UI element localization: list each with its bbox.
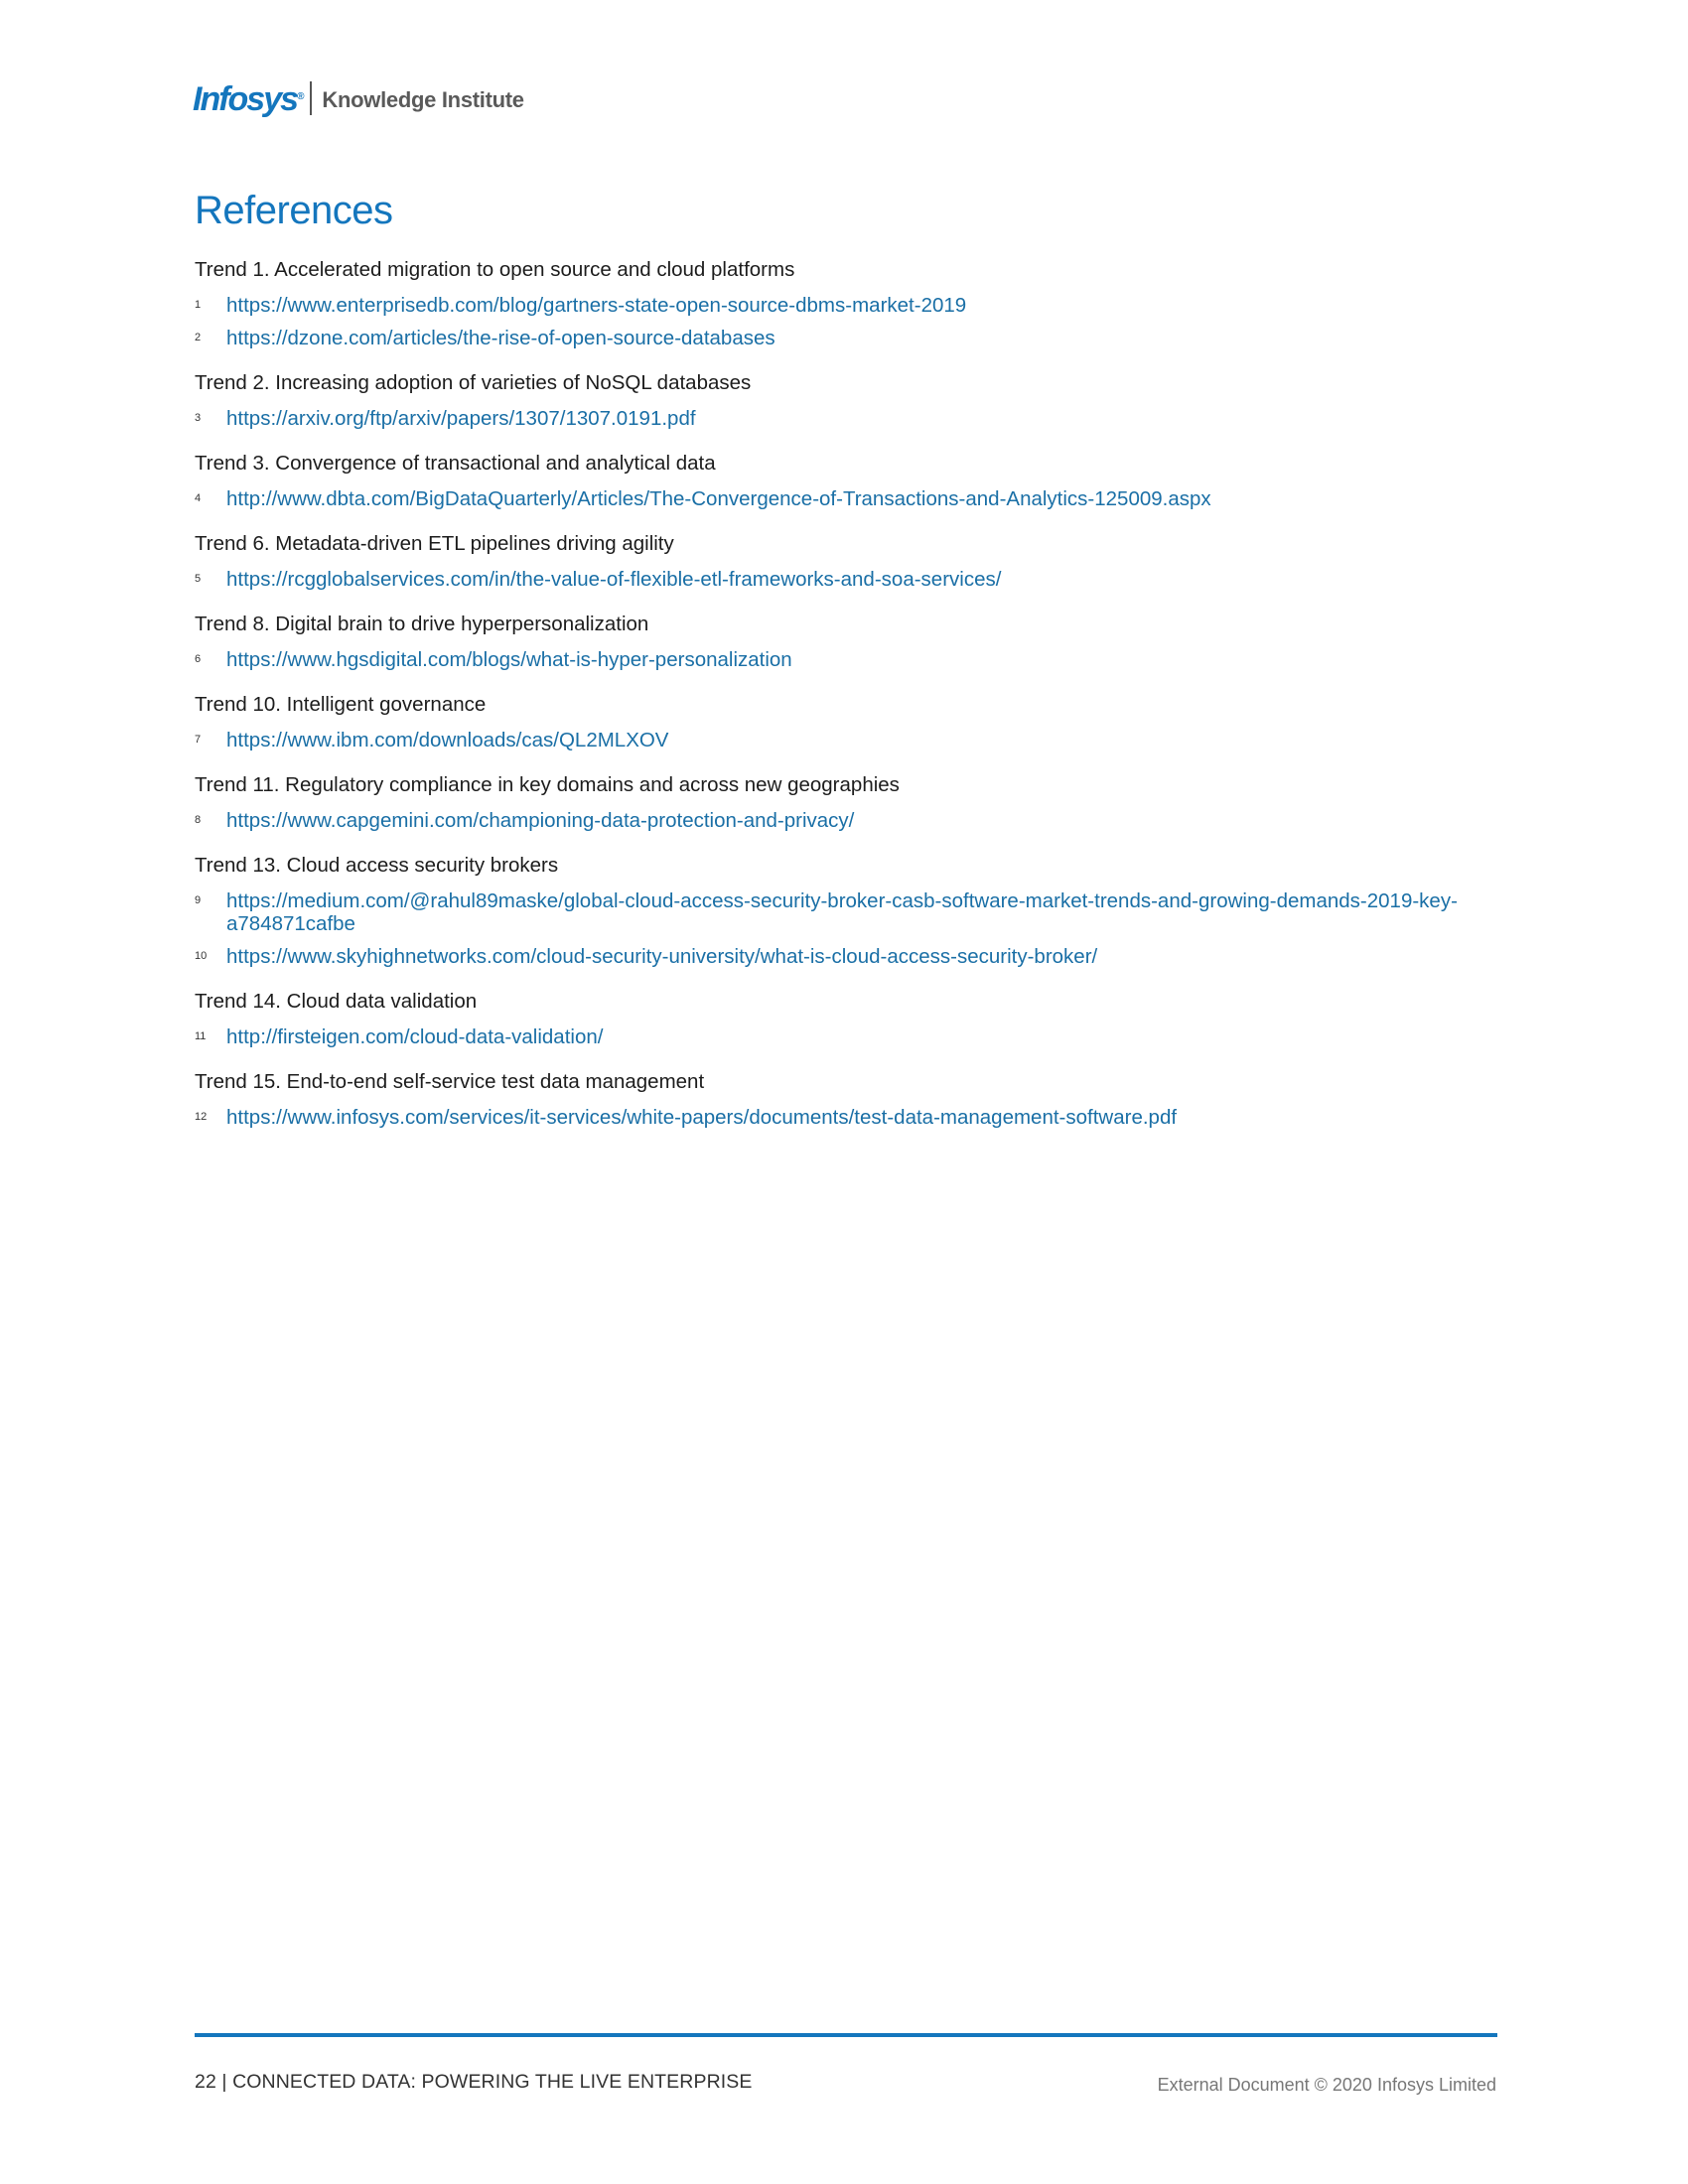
reference-item [195, 1106, 1495, 1129]
reference-section [195, 611, 1495, 671]
registered-mark: ® [297, 91, 303, 102]
reference-item [195, 568, 1495, 591]
knowledge-institute-label: Knowledge Institute [322, 87, 524, 112]
trend-heading: Trend 11. Regulatory compliance in key domains and across new geographies [195, 773, 900, 796]
reference-item [195, 1025, 1495, 1048]
reference-number: 1 [195, 299, 202, 311]
reference-number: 2 [195, 332, 202, 343]
reference-section [195, 852, 1495, 968]
reference-number: 4 [195, 492, 202, 504]
footer-divider [195, 2033, 1497, 2037]
reference-section [195, 530, 1495, 591]
reference-item [195, 729, 1495, 751]
reference-number: 8 [195, 814, 202, 826]
trend-heading: Trend 14. Cloud data validation [195, 990, 478, 1013]
trend-heading: Trend 13. Cloud access security brokers [195, 854, 559, 877]
reference-section [195, 450, 1495, 510]
reference-link[interactable]: https://rcgglobalservices.com/in/the-value-of-flexible-etl-frameworks-and-soa-services/ [226, 568, 1002, 591]
reference-link[interactable]: https://www.skyhighnetworks.com/cloud-security-university/what-is-cloud-access-security-broker/ [226, 945, 1098, 968]
trend-heading: Trend 1. Accelerated migration to open source and cloud platforms [195, 258, 795, 281]
reference-number: 6 [195, 653, 202, 665]
reference-section [195, 1068, 1495, 1129]
trend-heading: Trend 3. Convergence of transactional and analytical data [195, 452, 716, 475]
reference-section [195, 691, 1495, 751]
reference-link[interactable]: https://www.enterprisedb.com/blog/gartners-state-open-source-dbms-market-2019 [226, 294, 967, 317]
trend-heading: Trend 8. Digital brain to drive hyperpersonalization [195, 613, 649, 635]
reference-section [195, 256, 1495, 349]
logo-divider [310, 81, 312, 115]
reference-link[interactable]: https://medium.com/@rahul89maske/global-cloud-access-security-broker-casb-software-market-trends-and-growing-demands-2019-key-a784871cafbe [226, 889, 1458, 935]
reference-item [195, 889, 1495, 935]
reference-item [195, 487, 1495, 510]
reference-link[interactable]: https://arxiv.org/ftp/arxiv/papers/1307/1307.0191.pdf [226, 407, 696, 430]
reference-link[interactable]: https://dzone.com/articles/the-rise-of-open-source-databases [226, 327, 775, 349]
reference-item [195, 945, 1495, 968]
reference-number: 7 [195, 734, 202, 746]
reference-link[interactable]: https://www.hgsdigital.com/blogs/what-is-hyper-personalization [226, 648, 792, 671]
reference-item [195, 648, 1495, 671]
reference-number: 12 [195, 1111, 208, 1123]
trend-heading: Trend 2. Increasing adoption of varieties of NoSQL databases [195, 371, 752, 394]
reference-section [195, 771, 1495, 832]
reference-section [195, 369, 1495, 430]
reference-number: 10 [195, 950, 208, 962]
reference-link[interactable]: https://www.capgemini.com/championing-data-protection-and-privacy/ [226, 809, 855, 832]
reference-link[interactable]: https://www.ibm.com/downloads/cas/QL2MLXOV [226, 729, 669, 751]
trend-heading: Trend 15. End-to-end self-service test data management [195, 1070, 705, 1093]
reference-link[interactable]: https://www.infosys.com/services/it-services/white-papers/documents/test-data-management-software.pdf [226, 1106, 1178, 1129]
trend-heading: Trend 10. Intelligent governance [195, 693, 487, 716]
reference-item [195, 294, 1495, 317]
reference-item [195, 327, 1495, 349]
reference-section [195, 988, 1495, 1048]
footer-copyright: External Document © 2020 Infosys Limited [1157, 2075, 1496, 2095]
reference-number: 9 [195, 894, 202, 906]
reference-number: 5 [195, 573, 202, 585]
infosys-logo: Infosys® [193, 80, 303, 118]
trend-heading: Trend 6. Metadata-driven ETL pipelines driving agility [195, 532, 674, 555]
header [193, 69, 524, 119]
reference-item [195, 809, 1495, 832]
reference-link[interactable]: http://www.dbta.com/BigDataQuarterly/Articles/The-Convergence-of-Transactions-and-Analytics-125009.aspx [226, 487, 1211, 510]
references-list [195, 256, 1495, 1149]
footer-page-title: 22 | CONNECTED DATA: POWERING THE LIVE ENTERPRISE [195, 2071, 753, 2093]
reference-link[interactable]: http://firsteigen.com/cloud-data-validation/ [226, 1025, 604, 1048]
reference-number: 11 [195, 1030, 207, 1042]
reference-number: 3 [195, 412, 202, 424]
reference-item [195, 407, 1495, 430]
page-title: References [195, 189, 393, 232]
